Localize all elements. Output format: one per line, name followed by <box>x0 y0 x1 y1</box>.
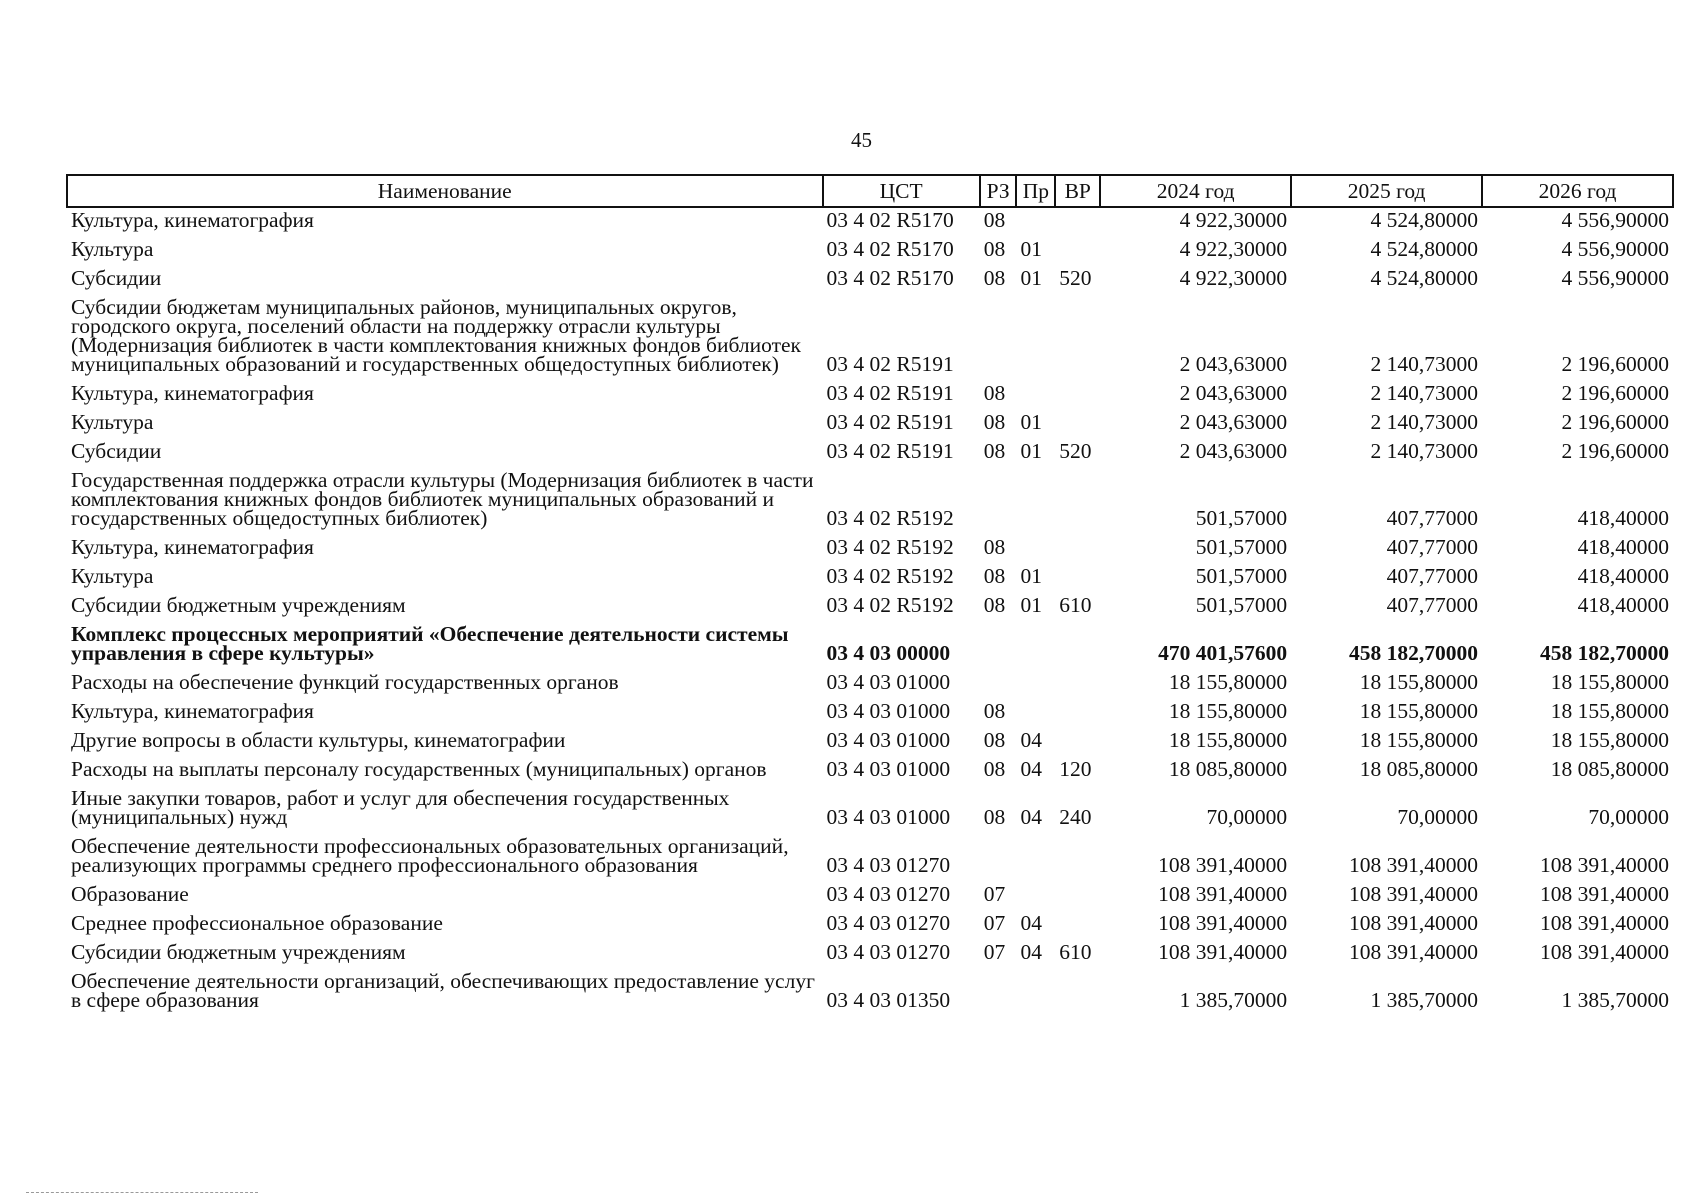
table-body <box>67 207 1673 1017</box>
rz-cell: 08 <box>983 237 1006 261</box>
amount-2024-cell: 18 085,80000 <box>1168 757 1288 781</box>
rz-cell: 08 <box>983 805 1006 829</box>
cst-cell: 03 4 02 R5191 <box>826 352 954 376</box>
table-row <box>67 728 1673 757</box>
rz-cell <box>980 670 1017 699</box>
rz-cell: 08 <box>983 439 1006 463</box>
amount-2024-cell: 501,57000 <box>1195 593 1288 617</box>
amount-2025-cell: 407,77000 <box>1386 506 1479 530</box>
cst-cell: 03 4 02 R5192 <box>826 535 954 559</box>
amount-2026-cell: 418,40000 <box>1577 564 1669 588</box>
amount-2025-cell: 4 524,80000 <box>1370 208 1479 232</box>
rz-cell: 08 <box>983 208 1006 232</box>
rz-cell: 08 <box>983 535 1006 559</box>
amount-2026-cell: 2 196,60000 <box>1561 439 1669 463</box>
pr-cell: 04 <box>1020 940 1042 964</box>
rz-cell: 08 <box>983 564 1006 588</box>
pr-cell <box>1016 207 1055 237</box>
rz-cell: 07 <box>983 882 1006 906</box>
pr-cell: 01 <box>1020 237 1042 261</box>
rz-cell: 07 <box>983 911 1006 935</box>
amount-2026-cell: 18 155,80000 <box>1550 699 1669 723</box>
table-row <box>67 564 1673 593</box>
amount-2025-cell: 2 140,73000 <box>1370 381 1479 405</box>
cst-cell: 03 4 02 R5170 <box>826 266 954 290</box>
pr-cell: 04 <box>1020 805 1042 829</box>
amount-2024-cell: 18 155,80000 <box>1168 728 1288 752</box>
name-cell: Культура <box>71 410 154 434</box>
amount-2025-cell: 108 391,40000 <box>1349 911 1479 935</box>
vr-cell <box>1055 622 1100 670</box>
name-cell: Культура <box>71 237 154 261</box>
name-cell: Субсидии <box>71 439 162 463</box>
amount-2026-cell: 418,40000 <box>1577 535 1669 559</box>
amount-2026-cell: 418,40000 <box>1577 593 1669 617</box>
page-number: 45 <box>851 128 872 152</box>
rz-cell: 08 <box>983 728 1006 752</box>
amount-2026-cell: 2 196,60000 <box>1561 381 1669 405</box>
amount-2026-cell: 108 391,40000 <box>1540 882 1669 906</box>
table-row <box>67 699 1673 728</box>
table-row <box>67 535 1673 564</box>
cst-cell: 03 4 03 01270 <box>826 882 951 906</box>
pr-cell <box>1016 882 1055 911</box>
name-cell: Государственная поддержка отрасли культуры (Модернизация библиотек в части комплектования книжных фондов библиотек муниципальных образований и государственных общедоступных библиотек) <box>71 468 814 530</box>
amount-2024-cell: 1 385,70000 <box>1179 988 1288 1012</box>
name-cell: Расходы на обеспечение функций государственных органов <box>71 670 619 694</box>
cst-cell: 03 4 02 R5170 <box>826 237 954 261</box>
table-row <box>67 911 1673 940</box>
pr-cell: 01 <box>1020 410 1042 434</box>
header-vr: ВР <box>1055 175 1100 207</box>
cst-cell: 03 4 03 00000 <box>826 641 951 665</box>
rz-cell: 08 <box>983 266 1006 290</box>
table-row <box>67 439 1673 468</box>
amount-2025-cell: 458 182,70000 <box>1349 641 1479 665</box>
vr-cell <box>1055 699 1100 728</box>
table-row <box>67 882 1673 911</box>
name-cell: Культура, кинематография <box>71 208 314 232</box>
header-name: Наименование <box>67 175 823 207</box>
rz-cell: 08 <box>983 699 1006 723</box>
amount-2024-cell: 108 391,40000 <box>1158 882 1288 906</box>
amount-2024-cell: 108 391,40000 <box>1158 853 1288 877</box>
name-cell: Обеспечение деятельности организаций, обеспечивающих предоставление услуг в сфере образования <box>71 969 815 1012</box>
rz-cell <box>980 622 1017 670</box>
name-cell: Расходы на выплаты персоналу государственных (муниципальных) органов <box>71 757 767 781</box>
pr-cell <box>1016 535 1055 564</box>
amount-2025-cell: 1 385,70000 <box>1370 988 1479 1012</box>
cst-cell: 03 4 02 R5191 <box>826 410 954 434</box>
table-row <box>67 295 1673 381</box>
rz-cell: 08 <box>983 381 1006 405</box>
amount-2024-cell: 501,57000 <box>1195 506 1288 530</box>
budget-table <box>66 174 1674 1017</box>
amount-2024-cell: 108 391,40000 <box>1158 911 1288 935</box>
amount-2025-cell: 70,00000 <box>1397 805 1479 829</box>
amount-2024-cell: 4 922,30000 <box>1179 208 1288 232</box>
pr-cell: 01 <box>1020 593 1042 617</box>
vr-cell: 520 <box>1059 266 1092 290</box>
amount-2026-cell: 4 556,90000 <box>1561 237 1669 261</box>
vr-cell <box>1055 410 1100 439</box>
cst-cell: 03 4 03 01000 <box>826 757 951 781</box>
amount-2026-cell: 1 385,70000 <box>1561 988 1669 1012</box>
name-cell: Другие вопросы в области культуры, кинематографии <box>71 728 566 752</box>
amount-2025-cell: 108 391,40000 <box>1349 882 1479 906</box>
name-cell: Субсидии бюджетным учреждениям <box>71 940 406 964</box>
vr-cell <box>1055 911 1100 940</box>
name-cell: Культура, кинематография <box>71 381 314 405</box>
amount-2024-cell: 2 043,63000 <box>1179 352 1288 376</box>
pr-cell: 01 <box>1020 564 1042 588</box>
cst-cell: 03 4 03 01270 <box>826 911 951 935</box>
vr-cell <box>1055 564 1100 593</box>
vr-cell: 240 <box>1059 805 1092 829</box>
amount-2024-cell: 18 155,80000 <box>1168 699 1288 723</box>
vr-cell <box>1055 834 1100 882</box>
cst-cell: 03 4 03 01350 <box>826 988 951 1012</box>
cst-cell: 03 4 02 R5192 <box>826 564 954 588</box>
vr-cell <box>1055 969 1100 1017</box>
table-row <box>67 381 1673 410</box>
vr-cell <box>1055 728 1100 757</box>
table-row <box>67 237 1673 266</box>
table-row <box>67 207 1673 237</box>
amount-2026-cell: 2 196,60000 <box>1561 352 1669 376</box>
rz-cell <box>980 468 1017 535</box>
amount-2024-cell: 2 043,63000 <box>1179 381 1288 405</box>
header-2025: 2025 год <box>1291 175 1482 207</box>
amount-2026-cell: 18 085,80000 <box>1550 757 1669 781</box>
amount-2024-cell: 4 922,30000 <box>1179 266 1288 290</box>
pr-cell: 01 <box>1020 266 1042 290</box>
amount-2024-cell: 2 043,63000 <box>1179 439 1288 463</box>
amount-2025-cell: 407,77000 <box>1386 564 1479 588</box>
cst-cell: 03 4 02 R5191 <box>826 381 954 405</box>
cst-cell: 03 4 02 R5192 <box>826 506 954 530</box>
name-cell: Комплекс процессных мероприятий «Обеспечение деятельности системы управления в сфере культуры» <box>71 622 789 665</box>
table-row <box>67 940 1673 969</box>
amount-2025-cell: 4 524,80000 <box>1370 266 1479 290</box>
pr-cell: 04 <box>1020 911 1042 935</box>
header-rz: РЗ <box>980 175 1017 207</box>
pr-cell <box>1016 295 1055 381</box>
amount-2026-cell: 108 391,40000 <box>1540 940 1669 964</box>
vr-cell: 520 <box>1059 439 1092 463</box>
header-cst: ЦСТ <box>823 175 980 207</box>
amount-2025-cell: 2 140,73000 <box>1370 352 1479 376</box>
amount-2026-cell: 4 556,90000 <box>1561 208 1669 232</box>
cst-cell: 03 4 03 01270 <box>826 853 951 877</box>
name-cell: Культура, кинематография <box>71 699 314 723</box>
vr-cell: 610 <box>1059 593 1092 617</box>
vr-cell <box>1055 468 1100 535</box>
name-cell: Культура <box>71 564 154 588</box>
name-cell: Иные закупки товаров, работ и услуг для обеспечения государственных (муниципальных) нужд <box>71 786 730 829</box>
amount-2024-cell: 108 391,40000 <box>1158 940 1288 964</box>
pr-cell <box>1016 670 1055 699</box>
pr-cell <box>1016 468 1055 535</box>
cst-cell: 03 4 03 01000 <box>826 670 951 694</box>
vr-cell <box>1055 535 1100 564</box>
header-2026: 2026 год <box>1482 175 1673 207</box>
amount-2025-cell: 2 140,73000 <box>1370 410 1479 434</box>
rz-cell: 08 <box>983 757 1006 781</box>
header-2024: 2024 год <box>1100 175 1291 207</box>
pr-cell <box>1016 834 1055 882</box>
rz-cell <box>980 834 1017 882</box>
vr-cell <box>1055 295 1100 381</box>
rz-cell: 08 <box>983 593 1006 617</box>
vr-cell <box>1055 670 1100 699</box>
amount-2025-cell: 18 155,80000 <box>1359 670 1479 694</box>
cst-cell: 03 4 02 R5170 <box>826 208 954 232</box>
vr-cell <box>1055 381 1100 410</box>
amount-2024-cell: 18 155,80000 <box>1168 670 1288 694</box>
vr-cell <box>1055 882 1100 911</box>
name-cell: Образование <box>71 882 189 906</box>
table-row <box>67 622 1673 670</box>
amount-2024-cell: 4 922,30000 <box>1179 237 1288 261</box>
header-pr: Пр <box>1016 175 1055 207</box>
amount-2025-cell: 407,77000 <box>1386 535 1479 559</box>
amount-2026-cell: 18 155,80000 <box>1550 728 1669 752</box>
name-cell: Субсидии <box>71 266 162 290</box>
rz-cell: 08 <box>983 410 1006 434</box>
amount-2026-cell: 108 391,40000 <box>1540 853 1669 877</box>
table-row <box>67 834 1673 882</box>
footer-rule <box>26 1192 258 1193</box>
name-cell: Среднее профессиональное образование <box>71 911 443 935</box>
pr-cell <box>1016 969 1055 1017</box>
amount-2025-cell: 2 140,73000 <box>1370 439 1479 463</box>
amount-2024-cell: 70,00000 <box>1206 805 1288 829</box>
amount-2026-cell: 108 391,40000 <box>1540 911 1669 935</box>
amount-2024-cell: 470 401,57600 <box>1158 641 1288 665</box>
name-cell: Культура, кинематография <box>71 535 314 559</box>
name-cell: Субсидии бюджетным учреждениям <box>71 593 406 617</box>
cst-cell: 03 4 03 01000 <box>826 699 951 723</box>
amount-2026-cell: 2 196,60000 <box>1561 410 1669 434</box>
amount-2026-cell: 458 182,70000 <box>1540 641 1669 665</box>
amount-2024-cell: 501,57000 <box>1195 564 1288 588</box>
cst-cell: 03 4 03 01000 <box>826 805 951 829</box>
rz-cell <box>980 295 1017 381</box>
amount-2025-cell: 108 391,40000 <box>1349 853 1479 877</box>
amount-2025-cell: 18 155,80000 <box>1359 728 1479 752</box>
cst-cell: 03 4 02 R5192 <box>826 593 954 617</box>
rz-cell <box>980 969 1017 1017</box>
rz-cell: 07 <box>983 940 1006 964</box>
amount-2025-cell: 407,77000 <box>1386 593 1479 617</box>
amount-2026-cell: 4 556,90000 <box>1561 266 1669 290</box>
amount-2025-cell: 4 524,80000 <box>1370 237 1479 261</box>
amount-2026-cell: 70,00000 <box>1588 805 1669 829</box>
vr-cell: 120 <box>1059 757 1092 781</box>
pr-cell <box>1016 622 1055 670</box>
pr-cell: 01 <box>1020 439 1042 463</box>
amount-2025-cell: 108 391,40000 <box>1349 940 1479 964</box>
amount-2024-cell: 501,57000 <box>1195 535 1288 559</box>
name-cell: Обеспечение деятельности профессиональных образовательных организаций, реализующих программы среднего профессионального образования <box>71 834 789 877</box>
pr-cell: 04 <box>1020 728 1042 752</box>
vr-cell <box>1055 207 1100 237</box>
table-row <box>67 468 1673 535</box>
table-row <box>67 266 1673 295</box>
table-row <box>67 786 1673 834</box>
amount-2025-cell: 18 155,80000 <box>1359 699 1479 723</box>
pr-cell: 04 <box>1020 757 1042 781</box>
name-cell: Субсидии бюджетам муниципальных районов, муниципальных округов, городского округа, поселений области на поддержку отрасли культуры (Модернизация библиотек в части комплектования книжных фондов библиотек муниципальных образований и государственных общедоступных библиотек) <box>71 295 801 376</box>
pr-cell <box>1016 699 1055 728</box>
cst-cell: 03 4 03 01000 <box>826 728 951 752</box>
table-row <box>67 969 1673 1017</box>
vr-cell <box>1055 237 1100 266</box>
cst-cell: 03 4 02 R5191 <box>826 439 954 463</box>
table-header-row <box>67 175 1673 207</box>
table-row <box>67 757 1673 786</box>
cst-cell: 03 4 03 01270 <box>826 940 951 964</box>
amount-2026-cell: 18 155,80000 <box>1550 670 1669 694</box>
amount-2025-cell: 18 085,80000 <box>1359 757 1479 781</box>
table-row <box>67 410 1673 439</box>
table-row <box>67 670 1673 699</box>
table-row <box>67 593 1673 622</box>
amount-2026-cell: 418,40000 <box>1577 506 1669 530</box>
amount-2024-cell: 2 043,63000 <box>1179 410 1288 434</box>
vr-cell: 610 <box>1059 940 1092 964</box>
pr-cell <box>1016 381 1055 410</box>
